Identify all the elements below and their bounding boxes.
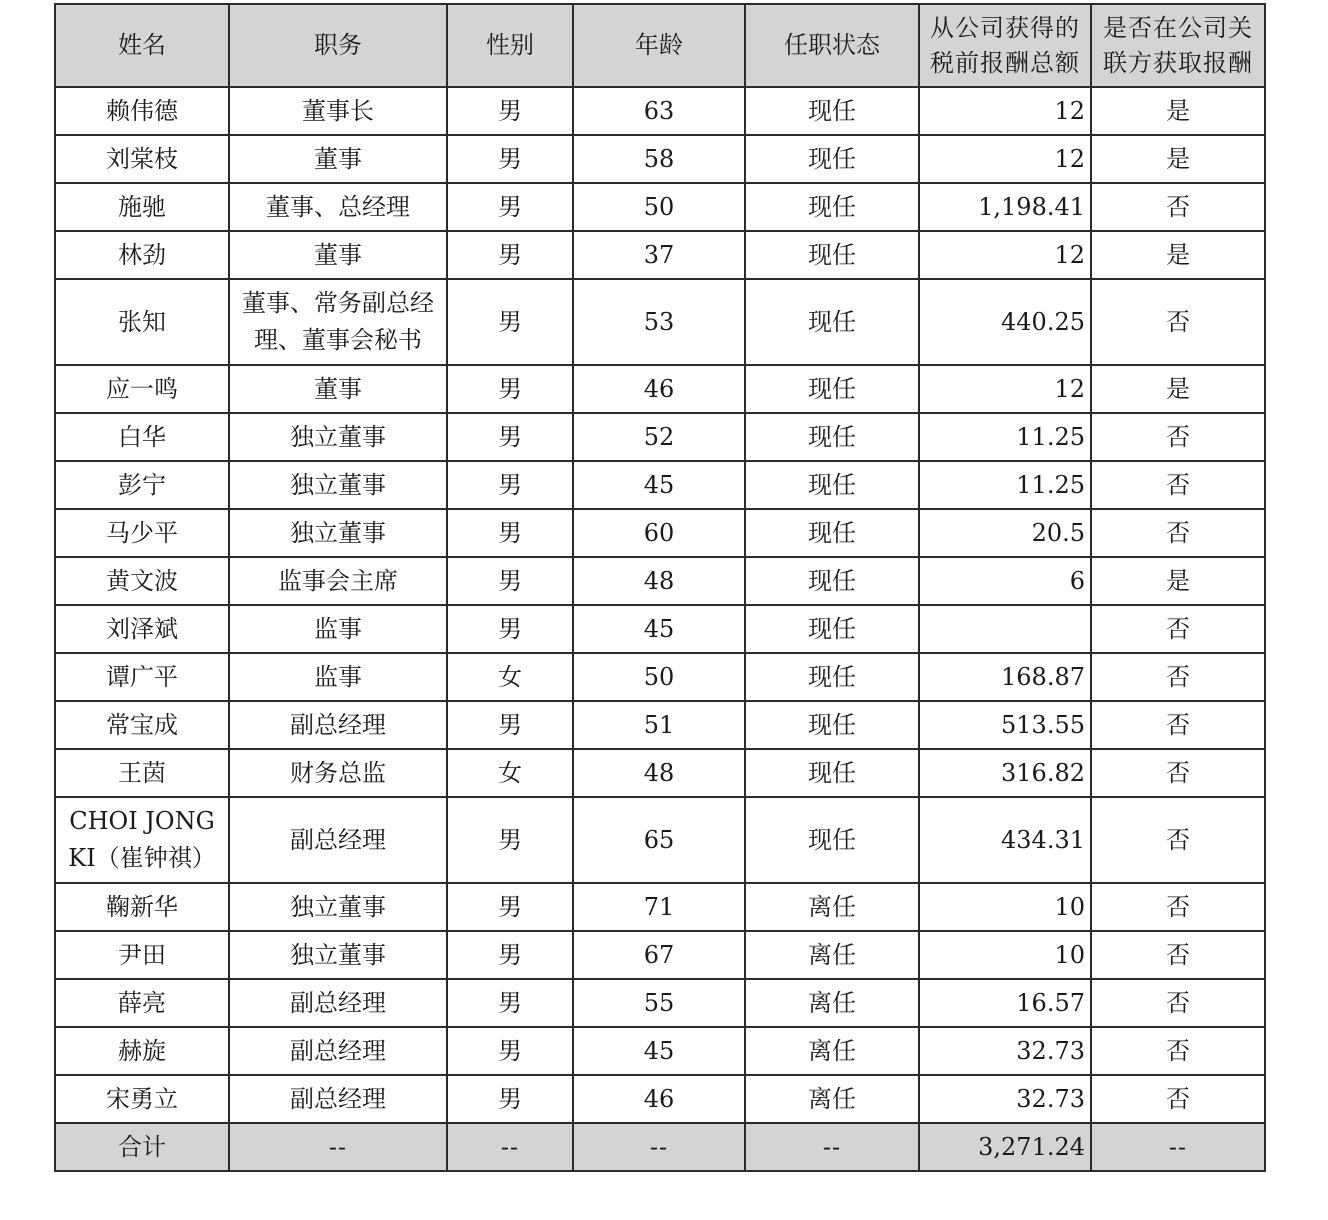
cell-related-party: 否: [1091, 1075, 1265, 1123]
cell-gender: 男: [447, 931, 573, 979]
cell-status: 现任: [745, 461, 919, 509]
cell-age: 50: [573, 183, 745, 231]
cell-gender: 男: [447, 279, 573, 365]
cell-compensation: 12: [919, 365, 1091, 413]
table-header-row: [55, 4, 1265, 87]
cell-gender: 男: [447, 461, 573, 509]
total-compensation: 3,271.24: [919, 1123, 1091, 1171]
cell-compensation: 168.87: [919, 653, 1091, 701]
cell-compensation: 16.57: [919, 979, 1091, 1027]
cell-related-party: 否: [1091, 509, 1265, 557]
total-gender: --: [447, 1123, 573, 1171]
table-row: [55, 1075, 1265, 1123]
table-row: [55, 797, 1265, 883]
cell-compensation: 12: [919, 135, 1091, 183]
cell-position: 监事会主席: [229, 557, 447, 605]
cell-name: 白华: [55, 413, 229, 461]
cell-related-party: 否: [1091, 413, 1265, 461]
cell-related-party: 否: [1091, 1027, 1265, 1075]
cell-compensation: 11.25: [919, 461, 1091, 509]
cell-status: 现任: [745, 413, 919, 461]
header-position: 职务: [229, 4, 447, 87]
cell-status: 现任: [745, 87, 919, 135]
cell-name: 张知: [55, 279, 229, 365]
cell-age: 46: [573, 365, 745, 413]
cell-related-party: 否: [1091, 797, 1265, 883]
cell-gender: 女: [447, 653, 573, 701]
cell-compensation: 32.73: [919, 1075, 1091, 1123]
header-related-party-compensation: 是否在公司关联方获取报酬: [1091, 4, 1265, 87]
cell-related-party: 是: [1091, 135, 1265, 183]
cell-gender: 男: [447, 1075, 573, 1123]
cell-related-party: 是: [1091, 231, 1265, 279]
cell-name: 鞠新华: [55, 883, 229, 931]
table-row: [55, 279, 1265, 365]
cell-related-party: 否: [1091, 653, 1265, 701]
cell-age: 60: [573, 509, 745, 557]
cell-compensation: [919, 605, 1091, 653]
cell-age: 45: [573, 461, 745, 509]
table-row: [55, 1027, 1265, 1075]
cell-status: 现任: [745, 557, 919, 605]
cell-gender: 男: [447, 1027, 573, 1075]
cell-age: 63: [573, 87, 745, 135]
cell-related-party: 否: [1091, 701, 1265, 749]
table-row: [55, 557, 1265, 605]
cell-status: 现任: [745, 279, 919, 365]
cell-compensation: 11.25: [919, 413, 1091, 461]
cell-status: 现任: [745, 231, 919, 279]
cell-name: CHOI JONG KI（崔钟祺）: [55, 797, 229, 883]
header-gender: 性别: [447, 4, 573, 87]
cell-gender: 男: [447, 365, 573, 413]
cell-name: 常宝成: [55, 701, 229, 749]
cell-related-party: 否: [1091, 279, 1265, 365]
cell-status: 现任: [745, 797, 919, 883]
cell-name: 林劲: [55, 231, 229, 279]
cell-related-party: 否: [1091, 749, 1265, 797]
cell-status: 现任: [745, 653, 919, 701]
cell-compensation: 6: [919, 557, 1091, 605]
table-row: [55, 87, 1265, 135]
table-row: [55, 749, 1265, 797]
cell-gender: 男: [447, 231, 573, 279]
executive-compensation-table: [54, 3, 1266, 1172]
cell-position: 董事: [229, 135, 447, 183]
cell-related-party: 否: [1091, 883, 1265, 931]
cell-compensation: 316.82: [919, 749, 1091, 797]
cell-compensation: 513.55: [919, 701, 1091, 749]
cell-related-party: 否: [1091, 931, 1265, 979]
cell-position: 副总经理: [229, 1075, 447, 1123]
cell-age: 45: [573, 1027, 745, 1075]
cell-related-party: 否: [1091, 461, 1265, 509]
total-age: --: [573, 1123, 745, 1171]
cell-position: 监事: [229, 605, 447, 653]
table-row: [55, 701, 1265, 749]
cell-status: 现任: [745, 509, 919, 557]
cell-age: 48: [573, 557, 745, 605]
cell-status: 现任: [745, 183, 919, 231]
cell-gender: 男: [447, 883, 573, 931]
cell-age: 55: [573, 979, 745, 1027]
table-row: [55, 653, 1265, 701]
cell-status: 现任: [745, 749, 919, 797]
cell-status: 现任: [745, 701, 919, 749]
cell-position: 独立董事: [229, 461, 447, 509]
cell-age: 71: [573, 883, 745, 931]
cell-age: 46: [573, 1075, 745, 1123]
cell-compensation: 20.5: [919, 509, 1091, 557]
cell-gender: 男: [447, 87, 573, 135]
cell-age: 53: [573, 279, 745, 365]
header-pretax-compensation: 从公司获得的税前报酬总额: [919, 4, 1091, 87]
cell-gender: 男: [447, 979, 573, 1027]
cell-position: 副总经理: [229, 979, 447, 1027]
cell-name: 薛亮: [55, 979, 229, 1027]
cell-position: 监事: [229, 653, 447, 701]
table-row: [55, 605, 1265, 653]
cell-status: 离任: [745, 883, 919, 931]
cell-related-party: 是: [1091, 87, 1265, 135]
cell-related-party: 否: [1091, 183, 1265, 231]
cell-position: 副总经理: [229, 1027, 447, 1075]
cell-age: 48: [573, 749, 745, 797]
table-row: [55, 231, 1265, 279]
cell-name: 刘泽斌: [55, 605, 229, 653]
table-row: [55, 135, 1265, 183]
cell-name: 应一鸣: [55, 365, 229, 413]
cell-compensation: 32.73: [919, 1027, 1091, 1075]
cell-gender: 女: [447, 749, 573, 797]
table-row: [55, 365, 1265, 413]
cell-name: 施驰: [55, 183, 229, 231]
cell-age: 50: [573, 653, 745, 701]
cell-name: 马少平: [55, 509, 229, 557]
cell-age: 67: [573, 931, 745, 979]
cell-name: 赖伟德: [55, 87, 229, 135]
cell-status: 离任: [745, 979, 919, 1027]
table-row: [55, 509, 1265, 557]
cell-related-party: 否: [1091, 979, 1265, 1027]
cell-position: 独立董事: [229, 509, 447, 557]
table-row: [55, 931, 1265, 979]
header-name: 姓名: [55, 4, 229, 87]
table-row: [55, 183, 1265, 231]
total-related-party: --: [1091, 1123, 1265, 1171]
cell-status: 离任: [745, 1027, 919, 1075]
cell-related-party: 否: [1091, 605, 1265, 653]
cell-gender: 男: [447, 183, 573, 231]
cell-age: 65: [573, 797, 745, 883]
cell-related-party: 是: [1091, 557, 1265, 605]
cell-gender: 男: [447, 135, 573, 183]
cell-gender: 男: [447, 605, 573, 653]
cell-position: 副总经理: [229, 701, 447, 749]
cell-status: 现任: [745, 135, 919, 183]
cell-name: 宋勇立: [55, 1075, 229, 1123]
cell-compensation: 434.31: [919, 797, 1091, 883]
cell-compensation: 12: [919, 231, 1091, 279]
cell-gender: 男: [447, 413, 573, 461]
table-row: [55, 883, 1265, 931]
cell-status: 离任: [745, 931, 919, 979]
cell-age: 45: [573, 605, 745, 653]
cell-position: 独立董事: [229, 883, 447, 931]
cell-age: 51: [573, 701, 745, 749]
cell-position: 财务总监: [229, 749, 447, 797]
total-position: --: [229, 1123, 447, 1171]
cell-gender: 男: [447, 797, 573, 883]
cell-name: 尹田: [55, 931, 229, 979]
cell-gender: 男: [447, 557, 573, 605]
cell-name: 刘棠枝: [55, 135, 229, 183]
cell-position: 副总经理: [229, 797, 447, 883]
cell-age: 52: [573, 413, 745, 461]
cell-related-party: 是: [1091, 365, 1265, 413]
cell-name: 谭广平: [55, 653, 229, 701]
cell-position: 独立董事: [229, 413, 447, 461]
cell-position: 独立董事: [229, 931, 447, 979]
cell-compensation: 1,198.41: [919, 183, 1091, 231]
cell-compensation: 440.25: [919, 279, 1091, 365]
table-row: [55, 413, 1265, 461]
cell-position: 董事: [229, 365, 447, 413]
cell-compensation: 10: [919, 883, 1091, 931]
cell-name: 黄文波: [55, 557, 229, 605]
cell-position: 董事、总经理: [229, 183, 447, 231]
cell-position: 董事、常务副总经理、董事会秘书: [229, 279, 447, 365]
total-label: 合计: [55, 1123, 229, 1171]
total-status: --: [745, 1123, 919, 1171]
cell-gender: 男: [447, 701, 573, 749]
cell-name: 彭宁: [55, 461, 229, 509]
cell-position: 董事长: [229, 87, 447, 135]
cell-age: 37: [573, 231, 745, 279]
cell-status: 离任: [745, 1075, 919, 1123]
cell-status: 现任: [745, 365, 919, 413]
header-status: 任职状态: [745, 4, 919, 87]
cell-status: 现任: [745, 605, 919, 653]
total-row: [55, 1123, 1265, 1171]
cell-age: 58: [573, 135, 745, 183]
cell-gender: 男: [447, 509, 573, 557]
cell-compensation: 10: [919, 931, 1091, 979]
cell-name: 王茵: [55, 749, 229, 797]
cell-compensation: 12: [919, 87, 1091, 135]
cell-position: 董事: [229, 231, 447, 279]
table-row: [55, 979, 1265, 1027]
cell-name: 赫旋: [55, 1027, 229, 1075]
table-row: [55, 461, 1265, 509]
header-age: 年龄: [573, 4, 745, 87]
